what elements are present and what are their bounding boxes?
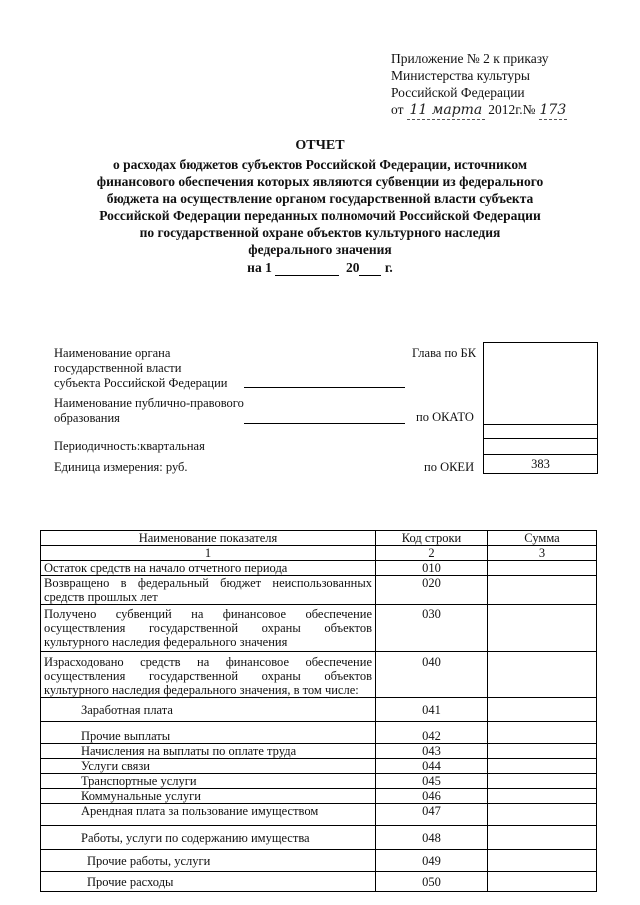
municipal-label-line: Наименование публично-правового bbox=[54, 396, 244, 410]
header-code: Код строки bbox=[376, 531, 488, 546]
okei-value: 383 bbox=[531, 457, 550, 471]
row-amount[interactable] bbox=[488, 605, 597, 652]
row-amount[interactable] bbox=[488, 774, 597, 789]
municipal-label bbox=[54, 396, 244, 426]
report-subtitle-line: о расходах бюджетов субъектов Российской Федерации, источником bbox=[112, 157, 528, 172]
table-row bbox=[41, 605, 597, 652]
org-label-line: субъекта Российской Федерации bbox=[54, 376, 228, 390]
col-number: 1 bbox=[41, 546, 376, 561]
report-subtitle-line: финансового обеспечения которых являются субвенции из федерального bbox=[96, 174, 544, 189]
row-name: Прочие выплаты bbox=[41, 722, 376, 744]
org-label bbox=[54, 346, 228, 391]
appendix-line-1: Приложение № 2 к приказу bbox=[391, 51, 549, 66]
row-code: 046 bbox=[376, 789, 488, 804]
table-header-row bbox=[41, 531, 597, 546]
row-name: Получено субвенций на финансовое обеспечение осуществления государственной охраны объектов культурного наследия федерального значения bbox=[41, 605, 376, 652]
report-title: ОТЧЕТ bbox=[295, 138, 345, 153]
org-label-line: государственной власти bbox=[54, 361, 182, 375]
org-name-field[interactable] bbox=[244, 387, 405, 388]
row-code: 042 bbox=[376, 722, 488, 744]
report-subtitle-line: бюджета на осуществление органом государственной власти субъекта bbox=[106, 191, 534, 206]
municipal-name-field[interactable] bbox=[244, 423, 405, 424]
table-row bbox=[41, 744, 597, 759]
table-row bbox=[41, 804, 597, 826]
row-name: Остаток средств на начало отчетного периода bbox=[41, 561, 376, 576]
header-amount: Сумма bbox=[488, 531, 597, 546]
row-name: Возвращено в федеральный бюджет неиспользованных средств прошлых лет bbox=[41, 576, 376, 605]
report-subtitle-line: Российской Федерации переданных полномочий Российской Федерации bbox=[99, 208, 541, 223]
table-row bbox=[41, 652, 597, 698]
glava-bk-label: Глава по БК bbox=[412, 346, 477, 360]
row-code: 010 bbox=[376, 561, 488, 576]
row-code: 044 bbox=[376, 759, 488, 774]
row-name: Работы, услуги по содержанию имущества bbox=[41, 826, 376, 850]
row-code: 045 bbox=[376, 774, 488, 789]
row-amount[interactable] bbox=[488, 561, 597, 576]
table-row bbox=[41, 789, 597, 804]
row-name: Транспортные услуги bbox=[41, 774, 376, 789]
row-name: Израсходовано средств на финансовое обеспечение осуществления государственной охраны объектов культурного наследия федерального значения, в том числе: bbox=[41, 652, 376, 698]
row-name: Прочие расходы bbox=[41, 872, 376, 892]
row-amount[interactable] bbox=[488, 698, 597, 722]
row-code: 043 bbox=[376, 744, 488, 759]
row-amount[interactable] bbox=[488, 804, 597, 826]
table-row bbox=[41, 576, 597, 605]
row-amount[interactable] bbox=[488, 652, 597, 698]
col-number: 2 bbox=[376, 546, 488, 561]
row-amount[interactable] bbox=[488, 789, 597, 804]
appendix-line-2: Министерства культуры bbox=[391, 68, 530, 83]
row-amount[interactable] bbox=[488, 744, 597, 759]
row-amount[interactable] bbox=[488, 722, 597, 744]
row-code: 049 bbox=[376, 850, 488, 872]
row-amount[interactable] bbox=[488, 759, 597, 774]
row-code: 047 bbox=[376, 804, 488, 826]
table-row bbox=[41, 561, 597, 576]
handwritten-order-number: 173 bbox=[539, 102, 567, 118]
periodicity-label: Периодичность:квартальная bbox=[54, 439, 205, 453]
handwritten-date: 11 марта bbox=[407, 102, 485, 120]
okato-field[interactable] bbox=[484, 425, 597, 439]
okato-label: по ОКАТО bbox=[416, 410, 474, 424]
row-code: 030 bbox=[376, 605, 488, 652]
table-row bbox=[41, 850, 597, 872]
extra-code-field[interactable] bbox=[484, 439, 597, 455]
table-row bbox=[41, 872, 597, 892]
org-label-line: Наименование органа bbox=[54, 346, 171, 360]
row-name: Начисления на выплаты по оплате труда bbox=[41, 744, 376, 759]
unit-label: Единица измерения: руб. bbox=[54, 460, 188, 474]
table-row bbox=[41, 722, 597, 744]
codes-box bbox=[483, 342, 598, 474]
row-name: Коммунальные услуги bbox=[41, 789, 376, 804]
col-number: 3 bbox=[488, 546, 597, 561]
row-amount[interactable] bbox=[488, 826, 597, 850]
date-suffix: г. bbox=[384, 260, 393, 275]
year-number-label: 2012г.№ bbox=[488, 102, 536, 117]
okei-label: по ОКЕИ bbox=[424, 460, 475, 474]
row-name: Услуги связи bbox=[41, 759, 376, 774]
date-prefix: на 1 bbox=[247, 260, 272, 275]
table-number-row bbox=[41, 546, 597, 561]
table-row bbox=[41, 698, 597, 722]
report-subtitle-line: федерального значения bbox=[248, 242, 392, 257]
row-name: Заработная плата bbox=[41, 698, 376, 722]
row-code: 020 bbox=[376, 576, 488, 605]
table-row bbox=[41, 759, 597, 774]
report-table bbox=[40, 530, 597, 892]
row-code: 050 bbox=[376, 872, 488, 892]
table-row bbox=[41, 774, 597, 789]
row-name: Арендная плата за пользование имуществом bbox=[41, 804, 376, 826]
from-label: от bbox=[391, 102, 404, 117]
row-amount[interactable] bbox=[488, 850, 597, 872]
row-code: 040 bbox=[376, 652, 488, 698]
glava-bk-field[interactable] bbox=[484, 343, 597, 425]
row-amount[interactable] bbox=[488, 872, 597, 892]
appendix-line-3: Российской Федерации bbox=[391, 85, 525, 100]
table-row bbox=[41, 826, 597, 850]
row-code: 048 bbox=[376, 826, 488, 850]
row-amount[interactable] bbox=[488, 576, 597, 605]
report-subtitle-line: по государственной охране объектов культурного наследия bbox=[139, 225, 501, 240]
date-year-prefix: 20 bbox=[345, 260, 360, 275]
header-name: Наименование показателя bbox=[41, 531, 376, 546]
row-code: 041 bbox=[376, 698, 488, 722]
row-name: Прочие работы, услуги bbox=[41, 850, 376, 872]
municipal-label-line: образования bbox=[54, 411, 120, 425]
